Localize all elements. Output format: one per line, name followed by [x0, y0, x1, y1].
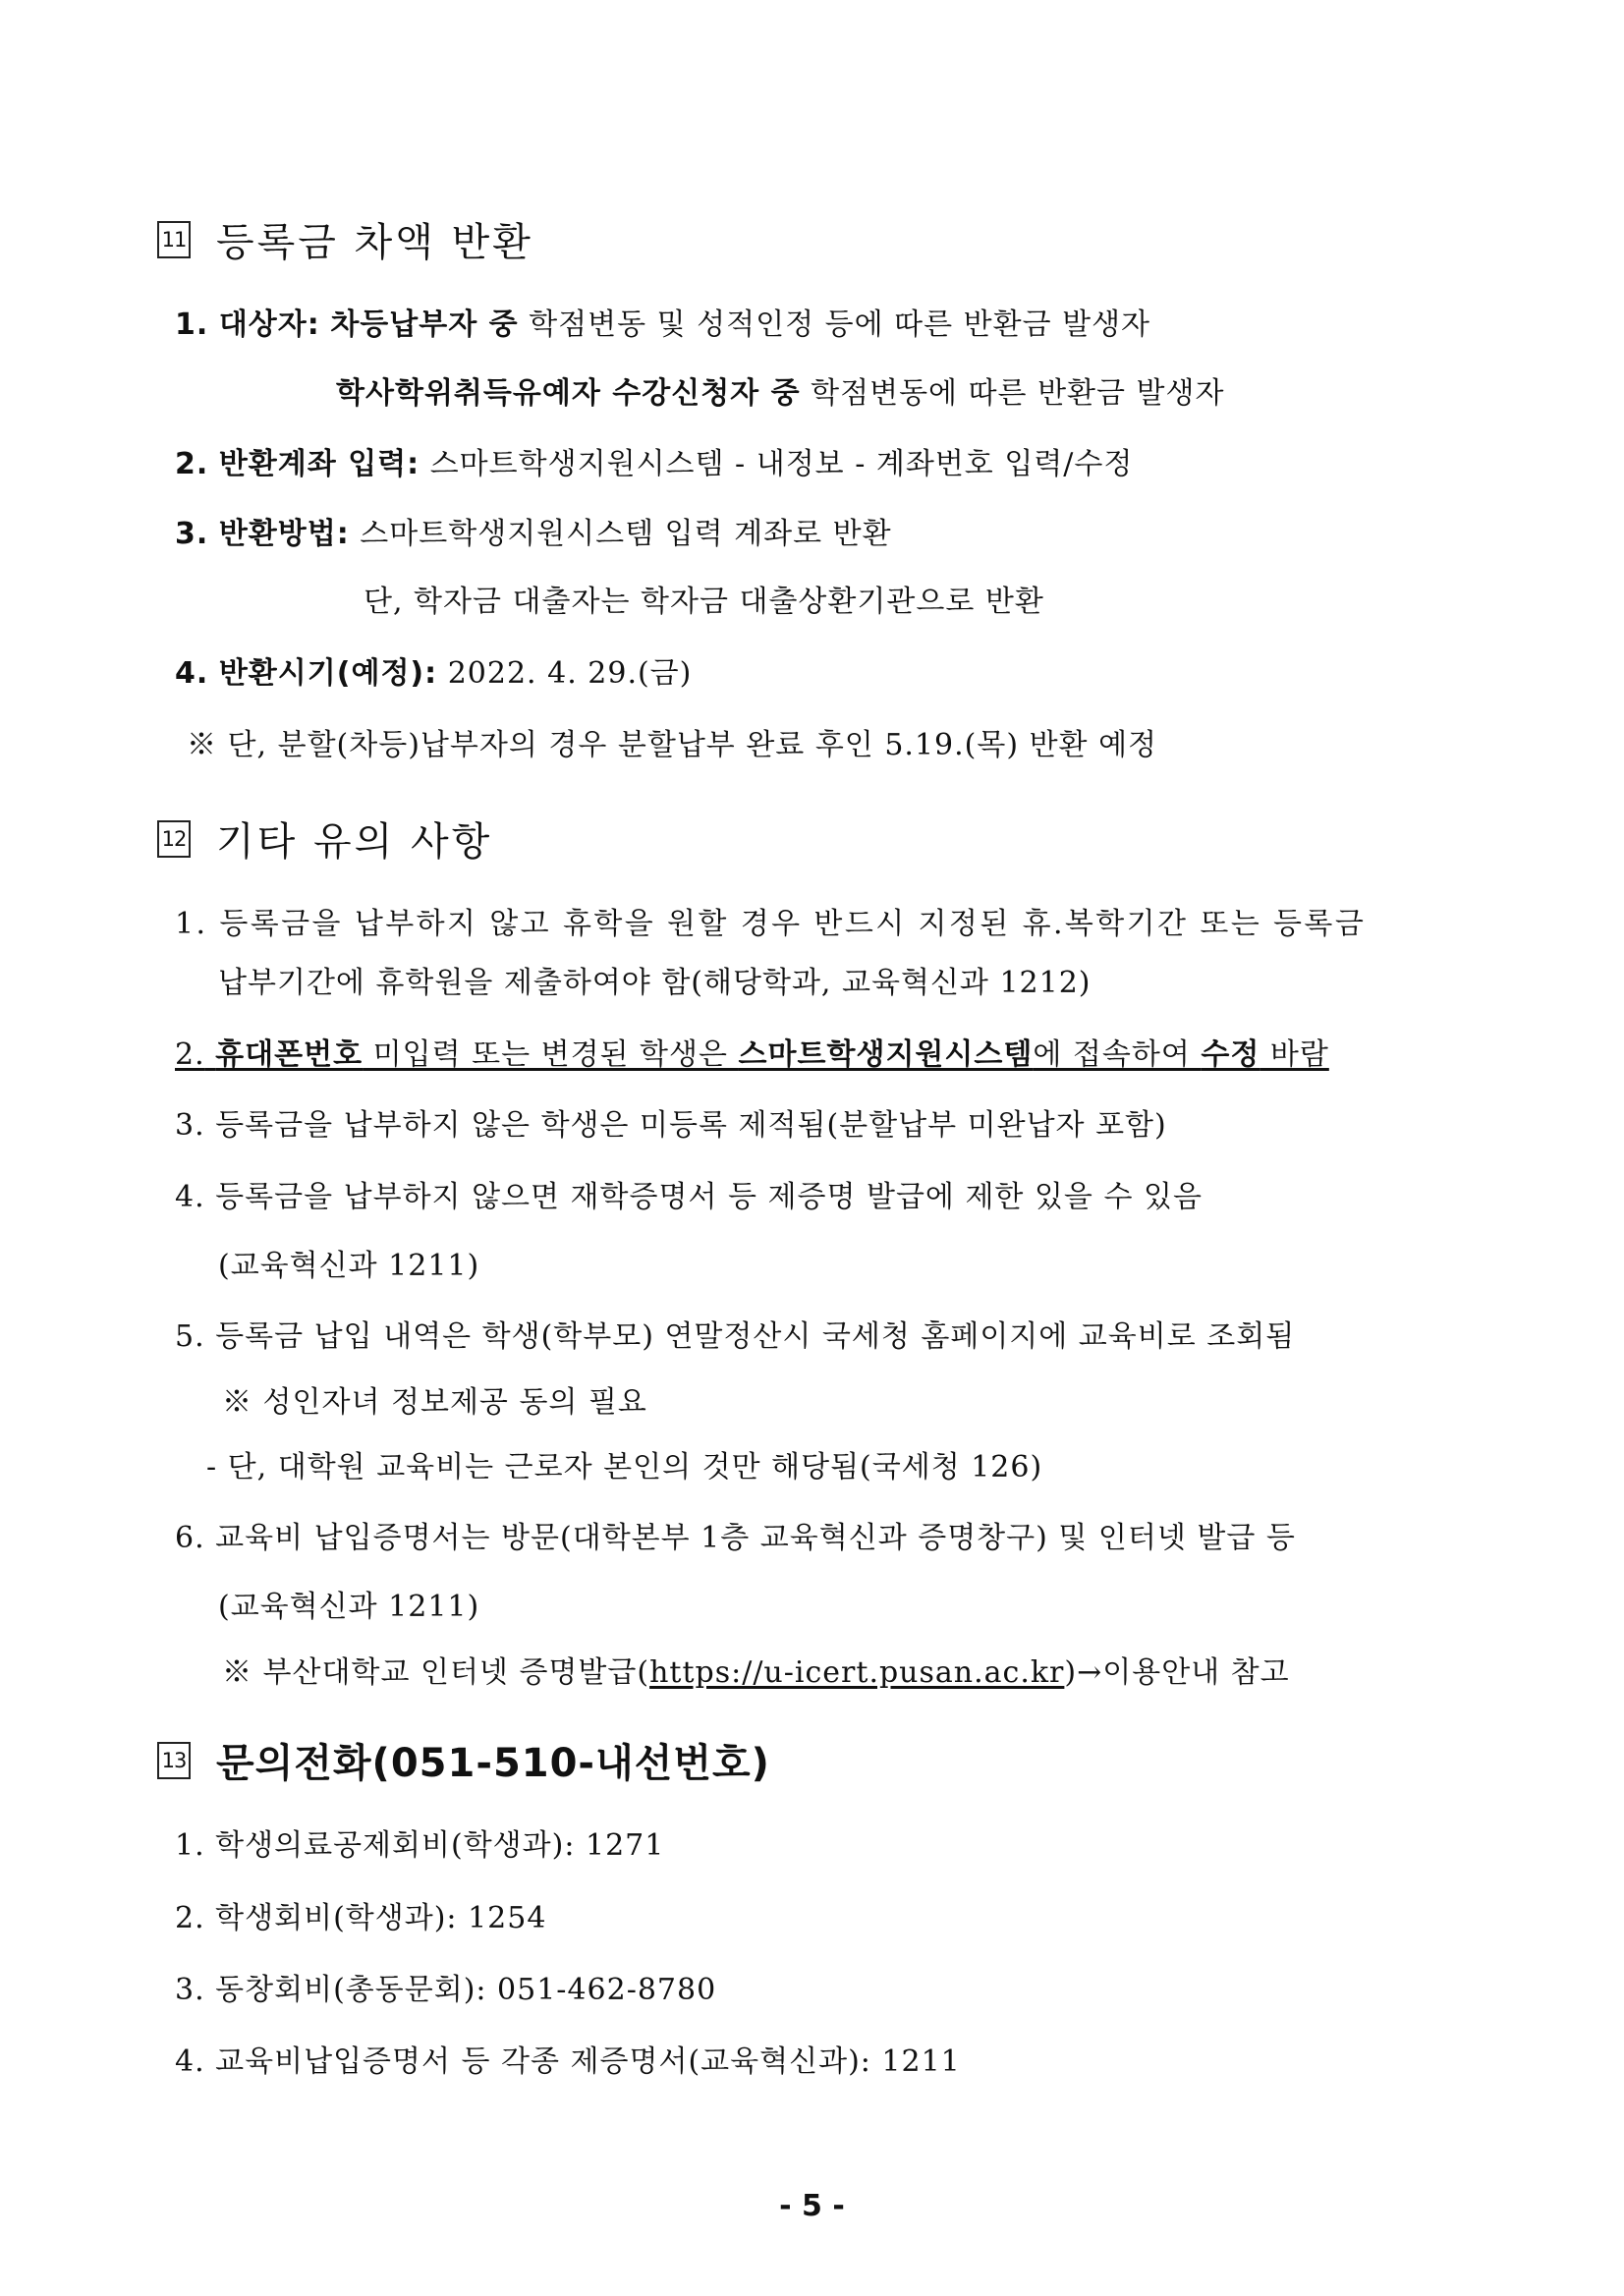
- notice-item-1: 1. 등록금을 납부하지 않고 휴학을 원할 경우 반드시 지정된 휴.복학기간 또는 등록금: [175, 907, 1367, 941]
- section-12-heading: [157, 811, 492, 867]
- section-title: 등록금 차액 반환: [216, 220, 533, 265]
- notice-item-6: 6. 교육비 납입증명서는 방문(대학본부 1층 교육혁신과 증명창구) 및 인터넷 발급 등: [175, 1521, 1296, 1555]
- refund-target-line-2: 학사학위취득유예자 수강신청자 중 학점변동에 따른 반환금 발생자: [336, 376, 1225, 411]
- notice-item-5-note: ※ 성인자녀 정보제공 동의 필요: [222, 1385, 647, 1420]
- section-number-box: 11: [157, 221, 191, 258]
- refund-note: ※ 단, 분할(차등)납부자의 경우 분할납부 완료 후인 5.19.(목) 반환 예정: [187, 728, 1158, 762]
- notice-item-6-note: ※ 부산대학교 인터넷 증명발급(https://u-icert.pusan.ac.kr)→이용안내 참고: [222, 1655, 1290, 1690]
- refund-target-line: 1. 대상자: 차등납부자 중 학점변동 및 성적인정 등에 따른 반환금 발생자: [175, 308, 1151, 342]
- notice-item-6-cont: (교육혁신과 1211): [218, 1590, 480, 1624]
- refund-method-note: 단, 학자금 대출자는 학자금 대출상환기관으로 반환: [364, 585, 1044, 619]
- refund-method-line: 3. 반환방법: 스마트학생지원시스템 입력 계좌로 반환: [175, 517, 892, 551]
- notice-item-2: 2. 휴대폰번호 미입력 또는 변경된 학생은 스마트학생지원시스템에 접속하여 수정 바람: [175, 1037, 1329, 1072]
- notice-item-4-cont: (교육혁신과 1211): [218, 1249, 480, 1283]
- contact-item: 1. 학생의료공제회비(학생과): 1271: [175, 1828, 665, 1863]
- refund-account-line: 2. 반환계좌 입력: 스마트학생지원시스템 - 내정보 - 계좌번호 입력/수정: [175, 447, 1134, 481]
- page-number: - 5 -: [779, 2189, 845, 2223]
- contact-item: 2. 학생회비(학생과): 1254: [175, 1901, 547, 1935]
- section-title: 문의전화(051-510-내선번호): [216, 1741, 770, 1786]
- section-11-heading: [157, 211, 533, 267]
- notice-item-5: 5. 등록금 납입 내역은 학생(학부모) 연말정산시 국세청 홈페이지에 교육비로 조회됨: [175, 1319, 1296, 1354]
- section-13-heading: [157, 1732, 770, 1788]
- contact-item: 4. 교육비납입증명서 등 각종 제증명서(교육혁신과): 1211: [175, 2044, 961, 2079]
- notice-item-4: 4. 등록금을 납부하지 않으면 재학증명서 등 제증명 발급에 제한 있을 수 있음: [175, 1180, 1203, 1214]
- contact-item: 3. 동창회비(총동문회): 051-462-8780: [175, 1973, 717, 2007]
- refund-date-line: 4. 반환시기(예정): 2022. 4. 29.(금): [175, 656, 693, 691]
- certificate-site-link[interactable]: https://u-icert.pusan.ac.kr: [649, 1655, 1065, 1690]
- section-title: 기타 유의 사항: [216, 819, 493, 865]
- section-number-box: 12: [157, 820, 191, 858]
- notice-item-3: 3. 등록금을 납부하지 않은 학생은 미등록 제적됨(분할납부 미완납자 포함): [175, 1108, 1167, 1143]
- notice-item-1-cont: 납부기간에 휴학원을 제출하여야 함(해당학과, 교육혁신과 1212): [218, 966, 1092, 1000]
- notice-item-5-sub: - 단, 대학원 교육비는 근로자 본인의 것만 해당됨(국세청 126): [206, 1450, 1043, 1484]
- section-number-box: 13: [157, 1742, 191, 1779]
